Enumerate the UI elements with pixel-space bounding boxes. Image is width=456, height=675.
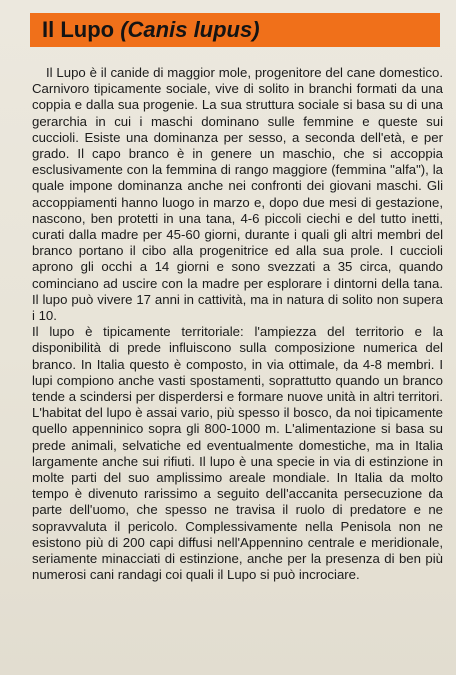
article-paragraph-1: Il Lupo è il canide di maggior mole, progenitore del cane domestico. Carnivoro tipicamente sociale, vive di solito in branchi formati da una coppia e dalla sua progenie. La sua struttura sociale si basa su di una gerarchia in cui i maschi dominano sulle femmine e queste sui cuccioli. Esiste una dominanza per sesso, a seconda dell'età, e per grado. Il capo branco è in genere un maschio, che si accoppia esclusivamente con la femmina di rango maggiore (femmina "alfa"), la quale impone dominanza anche nei confronti dei giovani maschi. Gli accoppiamenti hanno luogo in marzo e, dopo due mesi di gestazione, nascono, ben protetti in una tana, 4-6 piccoli ciechi e del tutto inetti, curati dalla madre per 45-60 giorni, durante i quali gli altri membri del branco portano il cibo alla progenitrice ed alla sua prole. I cuccioli aprono gli occhi a 14 giorni e sono svezzati a 35 circa, quando cominciano ad uscire con la madre per esplorare i dintorni della tana. Il lupo può vivere 17 anni in cattività, ma in natura di solito non supera i 10. (32, 65, 443, 324)
article-paragraph-2: Il lupo è tipicamente territoriale: l'ampiezza del territorio e la disponibilità di prede influiscono sulla composizione numerica del branco. In Italia questo è composto, in via ottimale, da 4-8 membri. I lupi compiono anche vasti spostamenti, soprattutto quando un branco tende a scindersi per disperdersi e formare nuove unità in altri territori. L'habitat del lupo è assai vario, più spesso il bosco, da noi tipicamente quello appenninico sopra gli 800-1000 m. L'alimentazione si basa su prede animali, selvatiche ed eventualmente domestiche, ma in Italia largamente anche sui rifiuti. Il lupo è una specie in via di estinzione in molte parti del suo amplissimo areale mondiale. In Italia da molto tempo è divenuto rarissimo a seguito dell'accanita persecuzione da parte dell'uomo, che spesso ne travisa il ruolo di predatore e ne sopravvaluta il pericolo. Complessivamente nella Penisola non ne esistono più di 200 capi diffusi nell'Appennino centrale e meridionale, seriamente minacciati di estinzione, anche per la presenza di ben più numerosi cani randagi coi quali il Lupo si può incrociare. (32, 324, 443, 583)
title-latin-name: (Canis lupus) (120, 17, 260, 42)
article-body (32, 65, 443, 584)
page-title (42, 16, 260, 44)
title-banner (30, 13, 440, 47)
title-common-name: Il Lupo (42, 17, 115, 42)
